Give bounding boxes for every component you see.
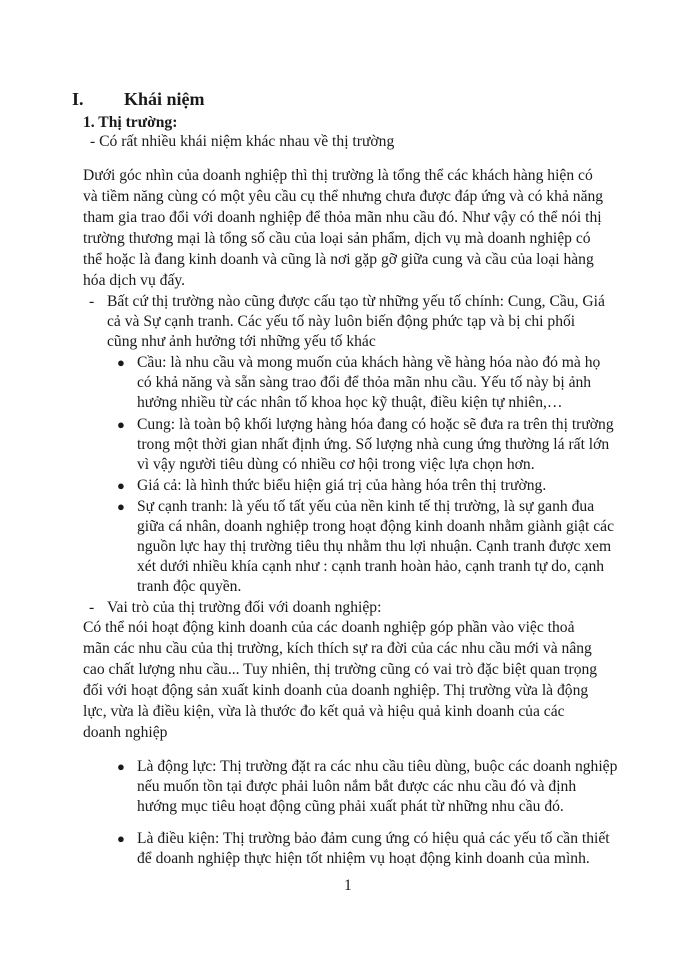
intro-line: - Có rất nhiều khái niệm khác nhau về thị trường bbox=[90, 133, 395, 150]
bullet-line: hưởng nhiều từ các nhân tố khoa học kỹ thuật, điều kiện tự nhiên,… bbox=[137, 394, 563, 411]
paragraph-line: đối với hoạt động sản xuất kinh doanh của doanh nghiệp. Thị trường vừa là động bbox=[83, 682, 589, 699]
dash-item-line: cũng như ảnh hưởng tới những yếu tố khác bbox=[107, 333, 376, 350]
bullet-line: giữa cá nhân, doanh nghiệp trong hoạt động kinh doanh nhằm giành giật các bbox=[137, 518, 615, 535]
bullet-line: trong một thời gian nhất định ứng. Số lượng nhà cung ứng thường lá rất lớn bbox=[137, 436, 610, 453]
section-number: I. bbox=[72, 89, 84, 109]
paragraph-line: hóa dịch vụ đấy. bbox=[83, 272, 186, 289]
bullet-marker: ● bbox=[117, 759, 125, 774]
bullet-line: Cung: là toàn bộ khối lượng hàng hóa đang có hoặc sẽ đưa ra trên thị trường bbox=[137, 416, 614, 433]
paragraph-line: Có thể nói hoạt động kinh doanh của các doanh nghiệp góp phần vào việc thoả bbox=[83, 619, 575, 636]
bullet-marker: ● bbox=[117, 499, 125, 514]
dash-item-line: Bất cứ thị trường nào cũng được cấu tạo từ những yếu tố chính: Cung, Cầu, Giá bbox=[107, 293, 605, 310]
bullet-line: Cầu: là nhu cầu và mong muốn của khách hàng về hàng hóa nào đó mà họ bbox=[137, 354, 601, 371]
page-number: 1 bbox=[344, 877, 352, 894]
paragraph-line: trường thương mại là tổng số cầu của loại sản phẩm, dịch vụ mà doanh nghiệp có bbox=[83, 230, 591, 247]
bullet-line: hướng mục tiêu hoạt động cũng phải xuất phát từ những nhu cầu đó. bbox=[137, 798, 564, 815]
paragraph-line: cao chất lượng nhu cầu... Tuy nhiên, thị trường cũng có vai trò đặc biệt quan trọng bbox=[83, 661, 598, 678]
paragraph-line: và tiềm năng cùng có một yêu cầu cụ thể nhưng chưa được đáp ứng và có khả năng bbox=[83, 188, 604, 205]
bullet-line: tranh độc quyền. bbox=[137, 578, 242, 595]
bullet-line: nguồn lực hay thị trường tiêu thụ nhằm thu lợi nhuận. Cạnh tranh được xem bbox=[137, 538, 612, 555]
bullet-line: Giá cả: là hình thức biểu hiện giá trị của hàng hóa trên thị trường. bbox=[137, 477, 547, 494]
bullet-marker: ● bbox=[117, 478, 125, 493]
dash-marker: - bbox=[89, 293, 95, 310]
bullet-line: nếu muốn tồn tại được phải luôn nắm bắt được các nhu cầu đó và định bbox=[137, 778, 577, 795]
paragraph-line: mãn các nhu cầu của thị trường, kích thích sự ra đời của các nhu cầu mới và nâng bbox=[83, 640, 592, 657]
bullet-line: Là điều kiện: Thị trường bảo đảm cung ứng có hiệu quả các yếu tố cần thiết bbox=[137, 830, 610, 847]
paragraph-line: lực, vừa là điều kiện, vừa là thước đo kết quả và hiệu quả kinh doanh của các bbox=[83, 703, 565, 720]
bullet-line: Là động lực: Thị trường đặt ra các nhu cầu tiêu dùng, buộc các doanh nghiệp bbox=[137, 758, 618, 775]
bullet-marker: ● bbox=[117, 417, 125, 432]
paragraph-line: tham gia trao đổi với doanh nghiệp để thỏa mãn nhu cầu đó. Như vậy có thể nói thị bbox=[83, 209, 602, 226]
paragraph-line: doanh nghiệp bbox=[83, 724, 168, 741]
dash-marker: - bbox=[89, 599, 95, 616]
paragraph-line: Dưới góc nhìn của doanh nghiệp thì thị trường là tổng thể các khách hàng hiện có bbox=[83, 167, 593, 184]
bullet-line: Sự cạnh tranh: là yếu tố tất yếu của nền kinh tế thị trường, là sự ganh đua bbox=[137, 498, 595, 515]
bullet-marker: ● bbox=[117, 355, 125, 370]
paragraph-line: thể hoặc là đang kinh doanh và cũng là nơi gặp gỡ giữa cung và cầu của loại hàng bbox=[83, 251, 594, 268]
bullet-line: có khả năng và sẵn sàng trao đổi để thỏa mãn nhu cầu. Yếu tố này bị ảnh bbox=[137, 374, 592, 391]
bullet-line: xét dưới nhiều khía cạnh như : cạnh tranh hoàn hảo, cạnh tranh tự do, cạnh bbox=[137, 558, 605, 575]
bullet-line: để doanh nghiệp thực hiện tốt nhiệm vụ hoạt động kinh doanh của mình. bbox=[137, 850, 590, 867]
subsection-heading: 1. Thị trường: bbox=[83, 114, 178, 131]
bullet-line: vì vậy người tiêu dùng có nhiều cơ hội trong việc lựa chọn hơn. bbox=[137, 456, 535, 473]
dash-item-line: cả và Sự cạnh tranh. Các yếu tố này luôn biến động phức tạp và bị chi phối bbox=[107, 313, 576, 330]
bullet-marker: ● bbox=[117, 831, 125, 846]
section-title: Khái niệm bbox=[124, 89, 205, 109]
dash-item-line: Vai trò của thị trường đối với doanh nghiệp: bbox=[107, 599, 382, 616]
